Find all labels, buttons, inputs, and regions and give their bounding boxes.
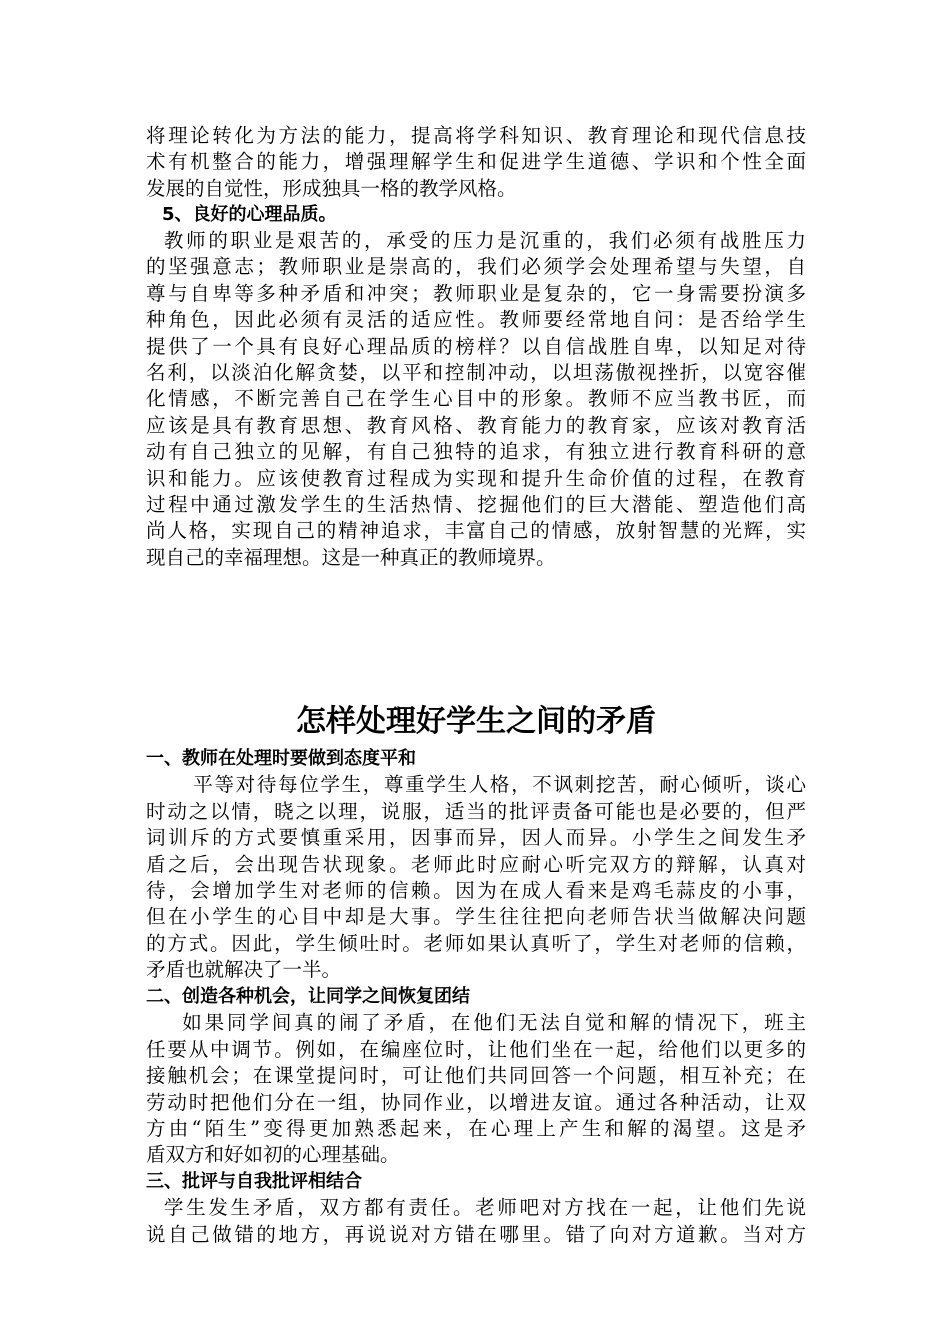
text-line: 如果同学间真的闹了矛盾，在他们无法自觉和解的情况下，班主 <box>146 1011 806 1035</box>
text-line: 识和能力。应该使教育过程成为实现和提升生命价值的过程，在教育 <box>146 466 806 490</box>
section-heading: 三、批评与自我批评相结合 <box>146 1171 362 1192</box>
text-line: 术有机整合的能力，增强理解学生和促进学生道德、学识和个性全面 <box>146 150 806 174</box>
text-line: 方由“陌生”变得更加熟悉起来，在心理上产生和解的渴望。这是矛 <box>146 1117 806 1141</box>
text-line: 的方式。因此，学生倾吐时。老师如果认真听了，学生对老师的信赖， <box>146 931 806 955</box>
text-line: 发展的自觉性，形成独具一格的教学风格。 <box>146 176 517 200</box>
section-2 <box>146 984 806 1169</box>
text-line: 尚人格，实现自己的精神追求，丰富自己的情感，放射智慧的光辉，实 <box>146 519 806 543</box>
text-line: 时动之以情，晓之以理，说服，适当的批评责备可能也是必要的，但严 <box>146 799 806 823</box>
text-line: 盾双方和好如初的心理基础。 <box>146 1143 400 1167</box>
text-line: 的坚强意志；教师职业是崇高的，我们必须学会处理希望与失望，自 <box>146 255 806 279</box>
text-line: 盾之后，会出现告状现象。老师此时应耐心听完双方的辩解，认真对 <box>146 852 806 876</box>
text-line: 平等对待每位学生，尊重学生人格，不讽刺挖苦，耐心倾听，谈心 <box>146 773 806 797</box>
text-line: 接触机会；在课堂提问时，可让他们共同回答一个问题，相互补充；在 <box>146 1064 806 1088</box>
heading-5 <box>146 202 806 228</box>
article-title: 怎样处理好学生之间的矛盾 <box>296 704 656 739</box>
text-line: 尊与自卑等多种矛盾和冲突；教师职业是复杂的，它一身需要扮演多 <box>146 281 806 305</box>
text-line: 种角色，因此必须有灵活的适应性。教师要经常地自问：是否给学生 <box>146 308 806 332</box>
text-line: 化情感，不断完善自己在学生心目中的形象。教师不应当教书匠，而 <box>146 387 806 411</box>
text-line: 任要从中调节。例如，在编座位时，让他们坐在一起，给他们以更多的 <box>146 1037 806 1061</box>
psychology-paragraph <box>146 228 806 571</box>
text-line: 名利，以淡泊化解贪婪，以平和控制冲动，以坦荡傲视挫折，以宽容催 <box>146 361 806 385</box>
text-line: 现自己的幸福理想。这是一种真正的教师境界。 <box>146 545 556 569</box>
text-line: 学生发生矛盾，双方都有责任。老师吧对方找在一起，让他们先说 <box>146 1196 806 1220</box>
text-line: 词训斥的方式要慎重采用，因事而异，因人而异。小学生之间发生矛 <box>146 826 806 850</box>
section-3 <box>146 1169 806 1248</box>
section-heading: 一、教师在处理时要做到态度平和 <box>146 748 416 769</box>
text-line: 过程中通过激发学生的生活热情、挖掘他们的巨大潜能、塑造他们高 <box>146 493 806 517</box>
text-line: 说自己做错的地方，再说说对方错在哪里。错了向对方道歉。当对方 <box>146 1222 806 1246</box>
section-heading: 二、创造各种机会，让同学之间恢复团结 <box>146 986 470 1007</box>
text-line: 提供了一个具有良好心理品质的榜样？以自信战胜自卑，以知足对待 <box>146 334 806 358</box>
section-1 <box>146 746 806 984</box>
text-line: 应该是具有教育思想、教育风格、教育能力的教育家，应该对教育活 <box>146 413 806 437</box>
text-line: 动有自己独立的见解，有自己独特的追求，有独立进行教育科研的意 <box>146 440 806 464</box>
text-line: 劳动时把他们分在一组，协同作业，以增进友谊。通过各种活动，让双 <box>146 1090 806 1114</box>
text-line: 矛盾也就解决了一半。 <box>146 958 342 982</box>
intro-paragraph <box>146 123 806 202</box>
text-line: 但在小学生的心目中却是大事。学生往往把向老师告状当做解决问题 <box>146 905 806 929</box>
text-line: 教师的职业是艰苦的，承受的压力是沉重的，我们必须有战胜压力 <box>146 229 806 252</box>
section-heading: 5、良好的心理品质。 <box>162 204 337 225</box>
text-line: 将理论转化为方法的能力，提高将学科知识、教育理论和现代信息技 <box>146 124 806 147</box>
text-line: 待，会增加学生对老师的信赖。因为在成人看来是鸡毛蒜皮的小事， <box>146 879 806 903</box>
